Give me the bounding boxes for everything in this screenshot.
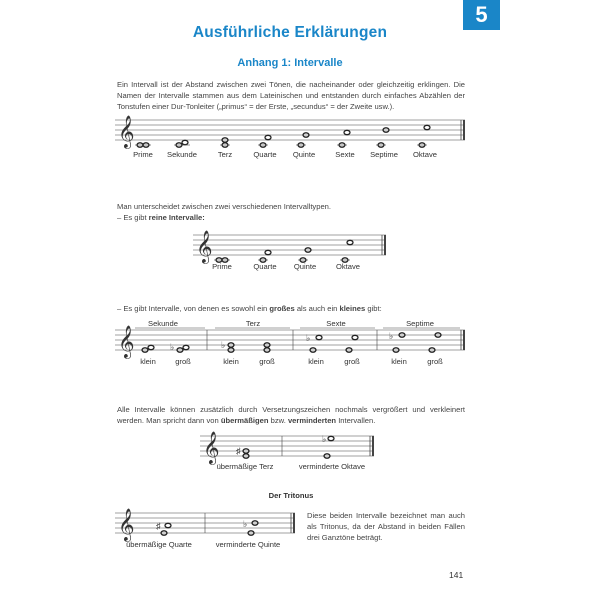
interval-label: Oktave [335,262,361,271]
sharp-icon: ♯ [236,446,241,456]
interval-label: Septime [370,150,398,159]
treble-clef-icon: 𝄞 [118,509,135,540]
interval-quality-label: groß [427,357,443,366]
interval-quality-label: groß [344,357,360,366]
flat-icon: ♭ [170,342,175,352]
treble-clef-icon: 𝄞 [118,326,135,357]
staff-major-minor [115,318,470,370]
interval-quality-label: groß [259,357,275,366]
page-number: 141 [449,570,464,580]
interval-group-header: Sexte [326,319,346,328]
interval-quality-label: klein [391,357,407,366]
interval-group-header: Sekunde [148,319,178,328]
pure-intervals-line: – Es gibt reine Intervalle: [117,213,205,222]
treble-clef-icon: 𝄞 [118,116,135,147]
tritonus-paragraph: Diese beiden Intervalle bezeichnet man auch als Tritonus, da der Abstand in beiden Fällen drei Ganztöne beträgt. [307,511,465,542]
interval-label: Quinte [293,262,317,271]
interval-label: Oktave [412,150,438,159]
interval-label: Sexte [335,150,355,159]
interval-types-line: Man unterscheidet zwischen zwei verschiedenen Intervalltypen. [117,202,332,211]
flat-icon: ♭ [243,519,248,529]
flat-icon: ♭ [322,434,327,444]
interval-label: Quarte [253,262,277,271]
flat-icon: ♭ [389,331,394,341]
major-minor-paragraph: – Es gibt Intervalle, von denen es sowohl ein großes als auch ein kleines gibt: [117,304,382,313]
interval-label: Terz [217,150,233,159]
interval-label: Prime [133,150,153,159]
interval-label: verminderte Oktave [298,462,366,471]
chapter-number-badge: 5 [463,0,500,30]
interval-quality-label: klein [140,357,156,366]
interval-label: Prime [212,262,232,271]
interval-label: übermäßige Terz [216,462,274,471]
interval-quality-label: klein [223,357,239,366]
tritonus-heading: Der Tritonus [268,491,314,500]
augmented-diminished-paragraph: Alle Intervalle können zusätzlich durch Versetzungszeichen nochmals vergrößert und verkleinert werden. Man spricht dann von übermäßigen bzw. verminderten Intervallen. [117,405,465,425]
interval-label: Quarte [253,150,277,159]
interval-label: Sekunde [167,150,197,159]
intro-paragraph: Ein Intervall ist der Abstand zwischen zwei Tönen, die nacheinander oder gleichzeitig erklingen. Die Namen der Intervalle stammen aus dem Lateinischen und entstanden durch einfaches Abzählen der Tonstufen einer Dur-Tonleiter („primus“ = der Erste, „secundus“ = der Zweite usw.). [117,80,465,111]
staff-tritone [115,508,300,553]
staff-pure-intervals [193,225,393,275]
interval-quality-label: klein [308,357,324,366]
page-title: Ausführliche Erklärungen [192,24,388,41]
sharp-icon: ♯ [156,521,161,531]
interval-label: Quinte [292,150,316,159]
treble-clef-icon: 𝄞 [196,231,213,262]
staff-all-intervals [115,115,470,165]
interval-quality-label: groß [175,357,191,366]
flat-icon: ♭ [221,340,226,350]
interval-label: verminderte Quinte [215,540,281,549]
interval-group-header: Septime [406,319,434,328]
flat-icon: ♭ [306,333,311,343]
interval-group-header: Terz [245,319,261,328]
interval-types-paragraph [117,201,417,223]
interval-label: übermäßige Quarte [126,540,192,549]
section-title: Anhang 1: Intervalle [237,57,343,69]
treble-clef-icon: 𝄞 [203,432,220,463]
staff-augmented-diminished [200,428,380,478]
